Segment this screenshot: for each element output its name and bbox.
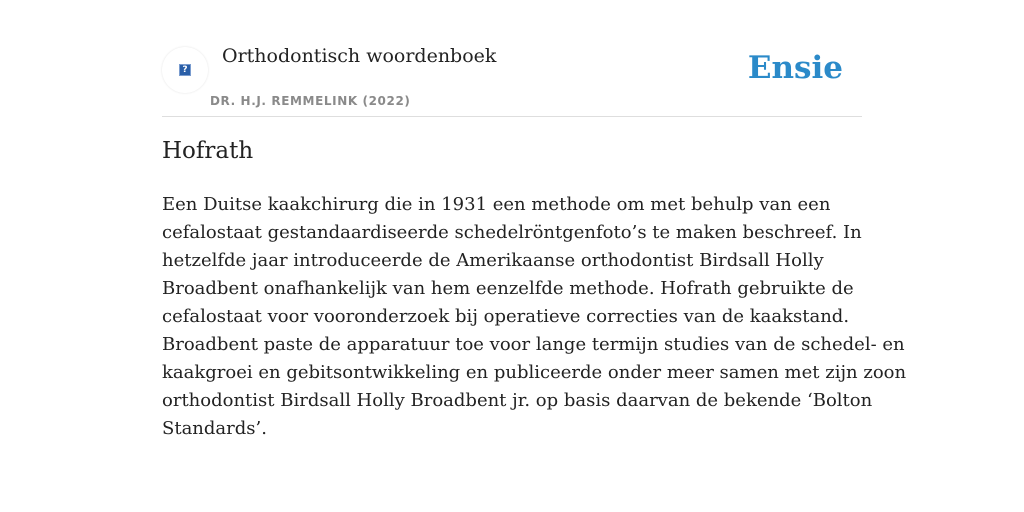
definition-line: orthodontist Birdsall Holly Broadbent jr. op basis daarvan de bekende ‘Bolton	[162, 390, 873, 411]
book-title[interactable]: Orthodontisch woordenboek	[222, 45, 497, 67]
definition-line: hetzelfde jaar introduceerde de Amerikaanse orthodontist Birdsall Holly	[162, 250, 824, 271]
book-header	[162, 0, 862, 117]
entry-definition	[162, 191, 907, 443]
definition-line: Standards’.	[162, 418, 267, 439]
definition-line: Broadbent onafhankelijk van hem eenzelfde methode. Hofrath gebruikte de	[162, 278, 854, 299]
entry-title: Hofrath	[162, 138, 254, 164]
book-cover-icon[interactable]	[162, 47, 208, 93]
definition-line: cefalostaat voor vooronderzoek bij operatieve correcties van de kaakstand.	[162, 306, 850, 327]
page	[162, 0, 907, 439]
definition-line: Een Duitse kaakchirurg die in 1931 een methode om met behulp van een	[162, 194, 831, 215]
definition-line: kaakgroei en gebitsontwikkeling en publiceerde onder meer samen met zijn zoon	[162, 362, 907, 383]
definition-line: cefalostaat gestandaardiseerde schedelröntgenfoto’s te maken beschreef. In	[162, 222, 862, 243]
ensie-logo[interactable]: Ensie	[747, 50, 843, 86]
missing-image-icon: ?	[179, 64, 191, 76]
book-author[interactable]: DR. H.J. REMMELINK (2022)	[210, 94, 411, 108]
definition-line: Broadbent paste de apparatuur toe voor lange termijn studies van de schedel- en	[162, 334, 905, 355]
